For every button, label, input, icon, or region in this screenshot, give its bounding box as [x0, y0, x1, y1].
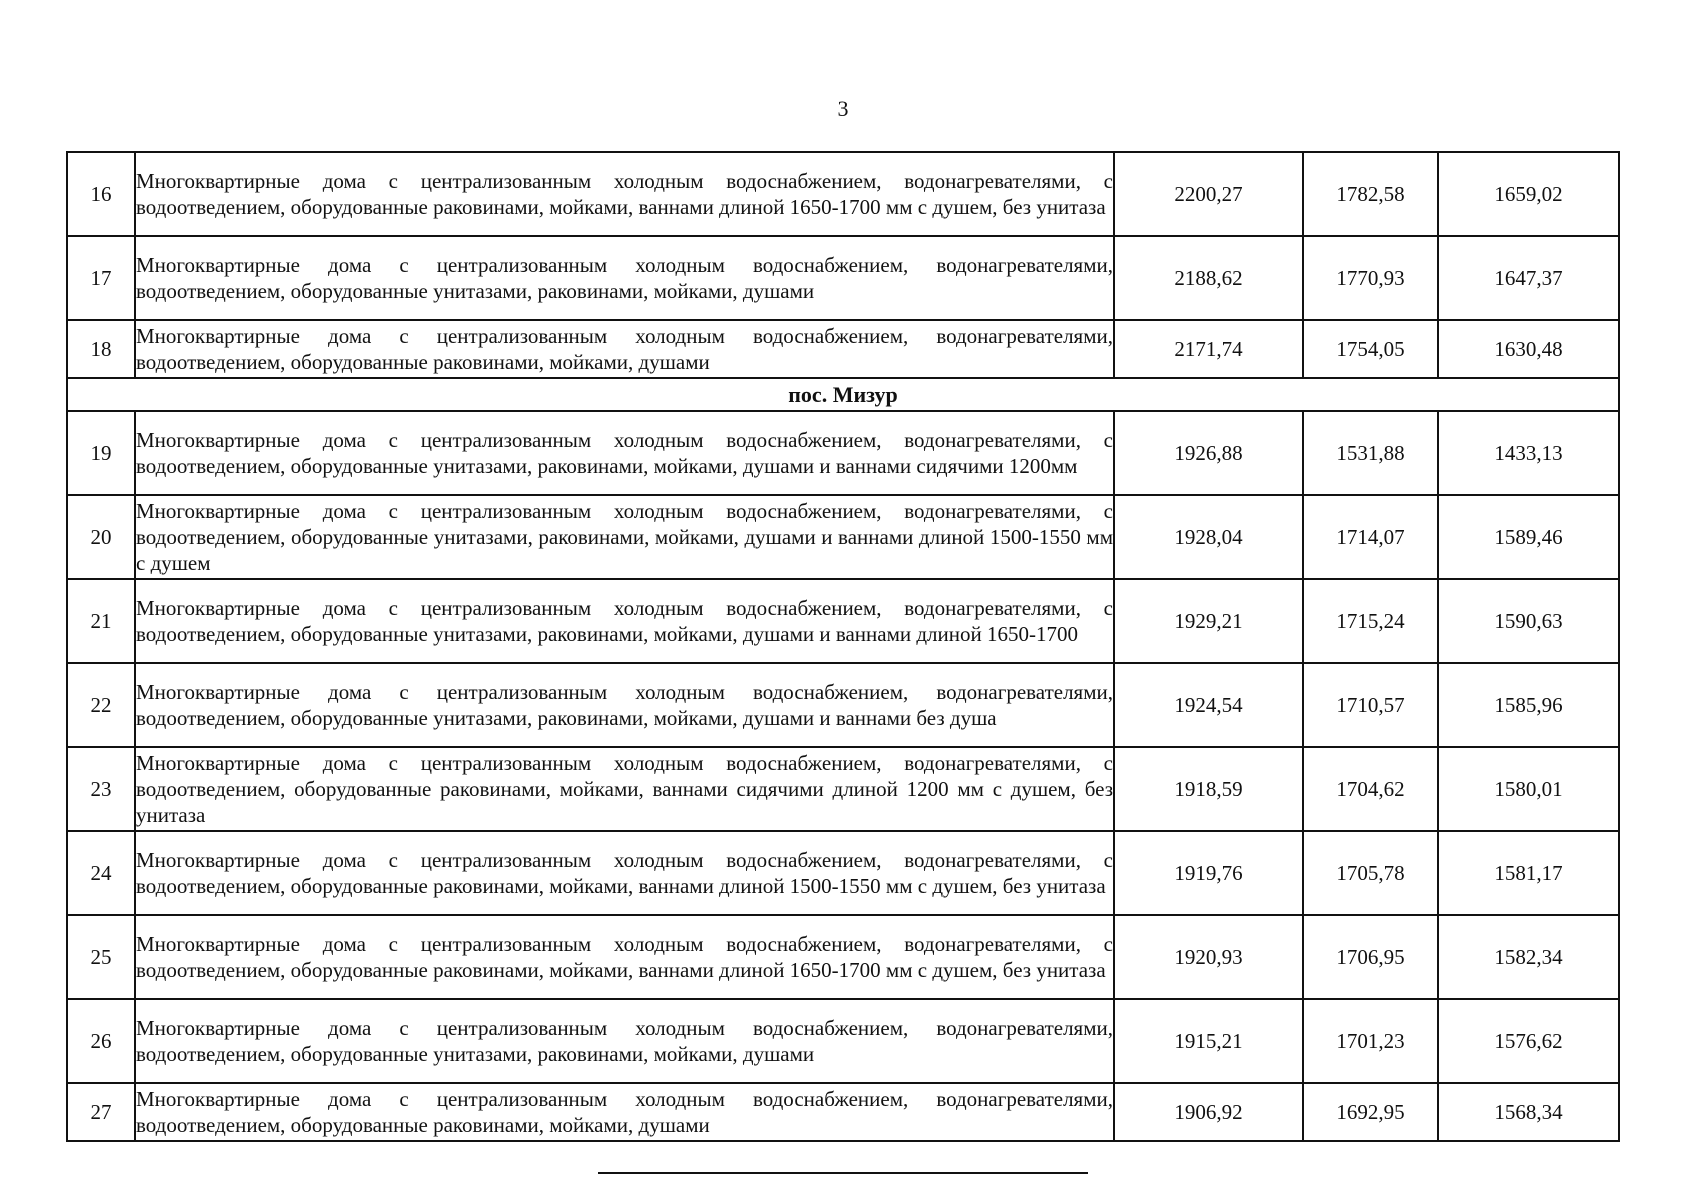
table-row: [67, 1083, 1619, 1141]
tariff-value-1: 1926,88: [1114, 411, 1303, 495]
row-number: 16: [67, 152, 135, 236]
tariff-value-1: 1906,92: [1114, 1083, 1303, 1141]
tariff-table: [66, 151, 1620, 1142]
tariff-value-1: 2200,27: [1114, 152, 1303, 236]
section-title: пос. Мизур: [67, 378, 1619, 411]
tariff-value-3: 1580,01: [1438, 747, 1619, 831]
row-number: 20: [67, 495, 135, 579]
row-description: Многоквартирные дома с централизованным холодным водоснабжением, водонагревателями, водоотведением, оборудованные унитазами, раковинами, мойками, душами и ваннами без душа: [135, 663, 1114, 747]
tariff-value-3: 1585,96: [1438, 663, 1619, 747]
tariff-value-3: 1433,13: [1438, 411, 1619, 495]
row-description: Многоквартирные дома с централизованным холодным водоснабжением, водонагревателями, с водоотведением, оборудованные раковинами, мойками, ваннами длиной 1500-1550 мм с душем, без унитаза: [135, 831, 1114, 915]
tariff-value-2: 1706,95: [1303, 915, 1438, 999]
tariff-value-1: 1920,93: [1114, 915, 1303, 999]
tariff-value-2: 1705,78: [1303, 831, 1438, 915]
row-number: 18: [67, 320, 135, 378]
tariff-value-3: 1590,63: [1438, 579, 1619, 663]
tariff-value-3: 1568,34: [1438, 1083, 1619, 1141]
tariff-value-3: 1647,37: [1438, 236, 1619, 320]
tariff-value-2: 1754,05: [1303, 320, 1438, 378]
tariff-value-1: 1919,76: [1114, 831, 1303, 915]
row-description: Многоквартирные дома с централизованным холодным водоснабжением, водонагревателями, водоотведением, оборудованные раковинами, мойками, душами: [135, 1083, 1114, 1141]
row-description: Многоквартирные дома с централизованным холодным водоснабжением, водонагревателями, с водоотведением, оборудованные унитазами, раковинами, мойками, душами и ваннами сидячими 1200мм: [135, 411, 1114, 495]
page-number: 3: [837, 96, 849, 121]
footer-divider: [598, 1172, 1088, 1174]
tariff-value-3: 1581,17: [1438, 831, 1619, 915]
tariff-value-2: 1704,62: [1303, 747, 1438, 831]
row-description: Многоквартирные дома с централизованным холодным водоснабжением, водонагревателями, с водоотведением, оборудованные унитазами, раковинами, мойками, душами и ваннами длиной 1650-1700: [135, 579, 1114, 663]
tariff-value-2: 1715,24: [1303, 579, 1438, 663]
table-row: [67, 831, 1619, 915]
row-description: Многоквартирные дома с централизованным холодным водоснабжением, водонагревателями, с водоотведением, оборудованные раковинами, мойками, ваннами длиной 1650-1700 мм с душем, без унитаза: [135, 152, 1114, 236]
row-description: Многоквартирные дома с централизованным холодным водоснабжением, водонагревателями, водоотведением, оборудованные унитазами, раковинами, мойками, душами: [135, 999, 1114, 1083]
row-number: 22: [67, 663, 135, 747]
table-row: [67, 663, 1619, 747]
table-row: [67, 495, 1619, 579]
tariff-value-3: 1589,46: [1438, 495, 1619, 579]
row-description: Многоквартирные дома с централизованным холодным водоснабжением, водонагревателями, с водоотведением, оборудованные раковинами, мойками, ваннами длиной 1650-1700 мм с душем, без унитаза: [135, 915, 1114, 999]
tariff-value-1: 1929,21: [1114, 579, 1303, 663]
tariff-value-1: 1928,04: [1114, 495, 1303, 579]
row-description: Многоквартирные дома с централизованным холодным водоснабжением, водонагревателями, с водоотведением, оборудованные раковинами, мойками, ваннами сидячими длиной 1200 мм с душем, без унитаза: [135, 747, 1114, 831]
row-number: 26: [67, 999, 135, 1083]
table-row: [67, 747, 1619, 831]
tariff-value-1: 1918,59: [1114, 747, 1303, 831]
tariff-value-2: 1770,93: [1303, 236, 1438, 320]
row-number: 19: [67, 411, 135, 495]
tariff-value-3: 1659,02: [1438, 152, 1619, 236]
tariff-value-3: 1582,34: [1438, 915, 1619, 999]
tariff-value-1: 2188,62: [1114, 236, 1303, 320]
row-number: 21: [67, 579, 135, 663]
tariff-value-2: 1692,95: [1303, 1083, 1438, 1141]
row-number: 17: [67, 236, 135, 320]
tariff-value-3: 1630,48: [1438, 320, 1619, 378]
tariff-value-3: 1576,62: [1438, 999, 1619, 1083]
row-description: Многоквартирные дома с централизованным холодным водоснабжением, водонагревателями, водоотведением, оборудованные раковинами, мойками, душами: [135, 320, 1114, 378]
tariff-value-1: 2171,74: [1114, 320, 1303, 378]
table-row: [67, 999, 1619, 1083]
tariff-value-2: 1701,23: [1303, 999, 1438, 1083]
section-header-row: [67, 378, 1619, 411]
table-row: [67, 236, 1619, 320]
table-row: [67, 579, 1619, 663]
tariff-value-2: 1531,88: [1303, 411, 1438, 495]
row-description: Многоквартирные дома с централизованным холодным водоснабжением, водонагревателями, с водоотведением, оборудованные унитазами, раковинами, мойками, душами и ваннами длиной 1500-1550 мм с душем: [135, 495, 1114, 579]
row-number: 24: [67, 831, 135, 915]
table-row: [67, 320, 1619, 378]
tariff-value-1: 1915,21: [1114, 999, 1303, 1083]
tariff-value-2: 1714,07: [1303, 495, 1438, 579]
tariff-value-2: 1782,58: [1303, 152, 1438, 236]
tariff-value-2: 1710,57: [1303, 663, 1438, 747]
table-row: [67, 915, 1619, 999]
row-number: 25: [67, 915, 135, 999]
table-row: [67, 411, 1619, 495]
row-description: Многоквартирные дома с централизованным холодным водоснабжением, водонагревателями, водоотведением, оборудованные унитазами, раковинами, мойками, душами: [135, 236, 1114, 320]
tariff-value-1: 1924,54: [1114, 663, 1303, 747]
row-number: 23: [67, 747, 135, 831]
table-row: [67, 152, 1619, 236]
row-number: 27: [67, 1083, 135, 1141]
